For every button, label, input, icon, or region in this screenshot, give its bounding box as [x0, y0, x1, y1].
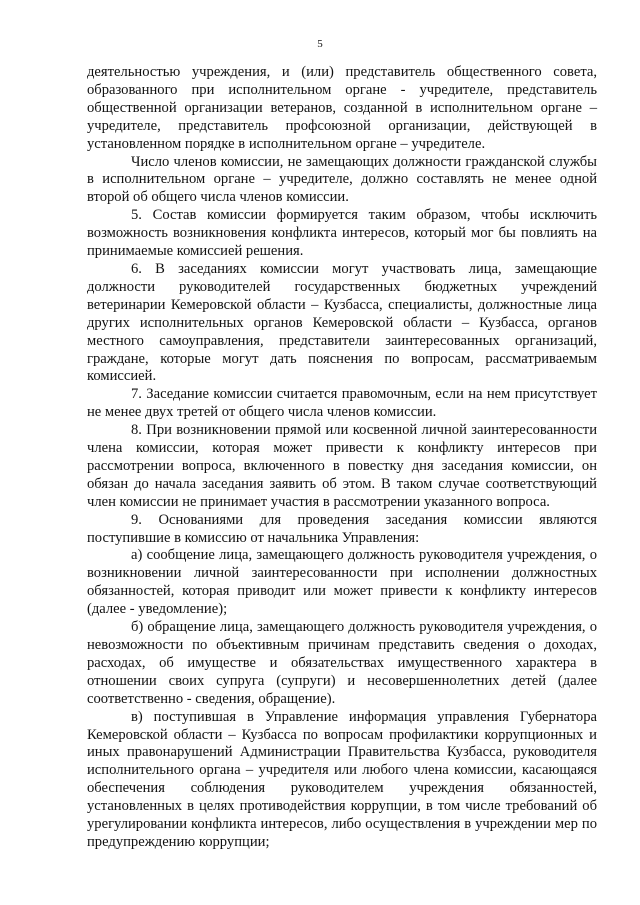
paragraph-7: 7. Заседание комиссии считается правомочным, если на нем присутствует не менее двух третей от общего числа членов комиссии. [87, 386, 597, 421]
paragraph-9a: а) сообщение лица, замещающего должность руководителя учреждения, о возникновении личной заинтересованности при исполнении должностных обязанностей, которая приводит или может привести к конфликту интересов (далее - уведомление); [87, 547, 597, 618]
paragraph-members-count: Число членов комиссии, не замещающих должности гражданской службы в исполнительном органе – учредителе, должно составлять не менее одной второй об общего числа членов комиссии. [87, 153, 597, 206]
paragraph-9c: в) поступившая в Управление информация управления Губернатора Кемеровской области – Кузбасса по вопросам профилактики коррупционных и иных правонарушений Администрации Правительства Кузбасса, руководителя исполнительного органа – учредителя или любого члена комиссии, касающаяся обеспечения соблюдения руководителем учреждения обязанностей, установленных в целях противодействия коррупции, в том числе требований об урегулировании конфликта интересов, либо осуществления в учреждении мер по предупреждению коррупции; [87, 708, 597, 850]
paragraph-9: 9. Основаниями для проведения заседания комиссии являются поступившие в комиссию от начальника Управления: [87, 511, 597, 546]
paragraph-9b: б) обращение лица, замещающего должность руководителя учреждения, о невозможности по объективным причинам представить сведения о доходах, расходах, об имуществе и обязательствах имущественного характера в отношении своих супруга (супруги) и несовершеннолетних детей (далее соответственно - сведения, обращение). [87, 619, 597, 707]
paragraph-6: 6. В заседаниях комиссии могут участвовать лица, замещающие должности руководителей государственных бюджетных учреждений ветеринарии Кемеровской области – Кузбасса, специалисты, должностные лица других исполнительных органов Кемеровской области – Кузбасса, органов местного самоуправления, представители заинтересованных организаций, граждане, которые могут дать пояснения по вопросам, рассматриваемым комиссией. [87, 260, 597, 385]
paragraph-continuation: деятельностью учреждения, и (или) представитель общественного совета, образованного при исполнительном органе - учредителе, представитель общественной организации ветеранов, созданной в исполнительном органе – учредителе, представитель профсоюзной организации, действующей в установленном порядке в исполнительном органе – учредителе. [87, 64, 597, 152]
paragraph-5: 5. Состав комиссии формируется таким образом, чтобы исключить возможность возникновения конфликта интересов, который мог бы повлиять на принимаемые комиссией решения. [87, 207, 597, 260]
paragraph-8: 8. При возникновении прямой или косвенной личной заинтересованности члена комиссии, которая может привести к конфликту интересов при рассмотрении вопроса, включенного в повестку дня заседания комиссии, он обязан до начала заседания заявить об этом. В таком случае соответствующий член комиссии не принимает участия в рассмотрении указанного вопроса. [87, 422, 597, 510]
document-body [87, 64, 597, 852]
page-number: 5 [317, 38, 323, 50]
